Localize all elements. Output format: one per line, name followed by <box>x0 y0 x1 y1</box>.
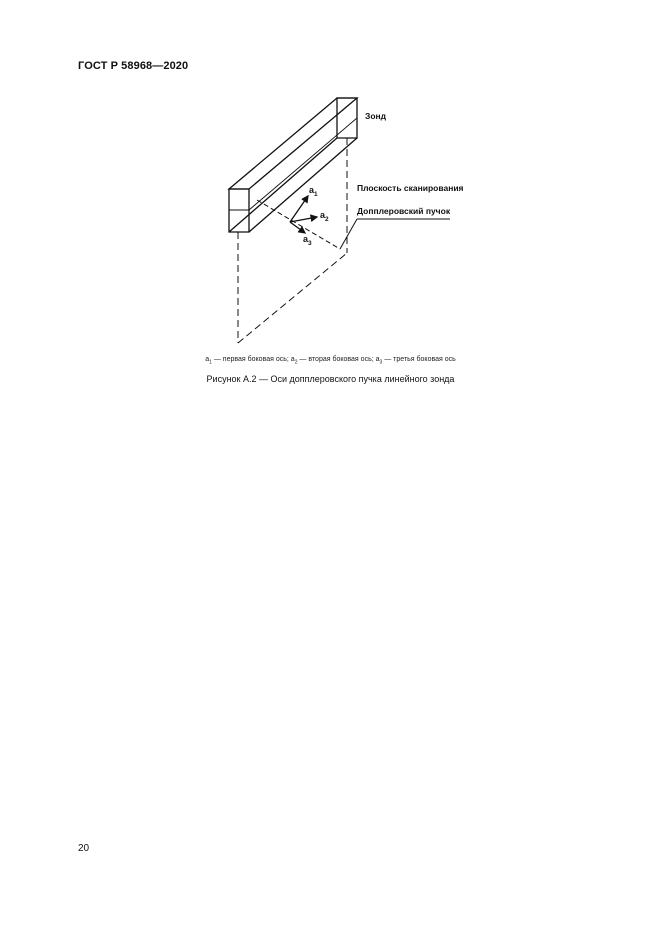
figure-legend <box>0 356 661 365</box>
legend-a1-text: — первая боковая ось; <box>211 356 291 363</box>
axis-a1-arrow <box>290 196 308 222</box>
label-probe: Зонд <box>365 111 387 121</box>
legend-a3-text: — третья боковая ось <box>382 356 456 363</box>
document-header: ГОСТ Р 58968—2020 <box>78 60 189 72</box>
label-axis-a2: $a_2$ <box>320 210 329 223</box>
page-number: 20 <box>78 843 90 854</box>
label-axis-a1: $a_1$ <box>309 185 318 198</box>
axis-a2-arrow <box>290 217 317 222</box>
axis-arrows <box>290 196 317 233</box>
legend-a2-symbol: a <box>290 356 295 363</box>
probe-box <box>229 98 357 232</box>
figure-caption: Рисунок А.2 — Оси допплеровского пучка линейного зонда <box>206 374 455 384</box>
legend-a2-text: — вторая боковая ось; <box>297 356 376 363</box>
legend-a1-subscript: 1 <box>209 359 212 366</box>
axis-a3-arrow <box>290 222 305 233</box>
scan-plane-outline <box>238 138 347 343</box>
legend-a3-symbol: a <box>375 356 380 363</box>
label-axis-a3: $a_3$ <box>303 234 312 247</box>
label-doppler-beam: Допплеровский пучок <box>357 206 451 216</box>
label-scan-plane: Плоскость сканирования <box>357 183 464 193</box>
legend-a1-symbol: a <box>205 356 210 363</box>
legend-a3-subscript: 3 <box>379 359 383 366</box>
legend-a2-subscript: 2 <box>294 359 298 366</box>
